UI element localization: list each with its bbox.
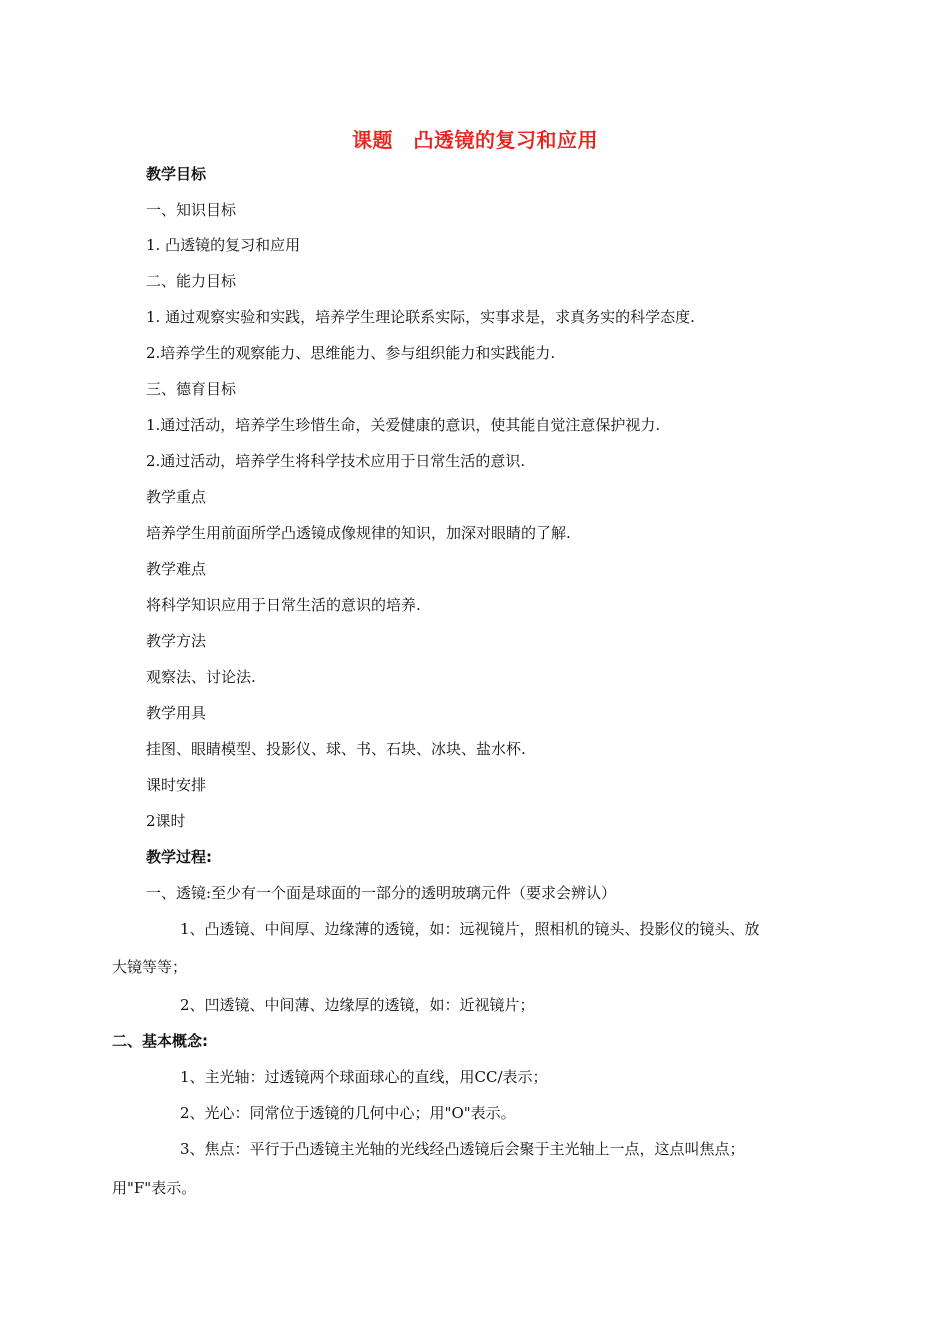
text-line: 教学重点 [146,488,207,506]
text-line: 教学用具 [146,704,207,722]
text-line: 2课时 [146,812,186,830]
document-title: 课题 凸透镜的复习和应用 [352,128,598,152]
text-line: 1.通过活动，培养学生珍惜生命，关爱健康的意识，使其能自觉注意保护视力. [146,416,661,434]
text-line: 课时安排 [146,776,207,794]
heading-teaching-goals: 教学目标 [146,165,207,183]
text-line: 一、知识目标 [146,201,237,219]
text-line: 观察法、讨论法. [146,668,256,686]
heading-basic-concepts: 二、基本概念: [112,1032,208,1050]
text-line: 教学方法 [146,632,207,650]
text-line: 2.培养学生的观察能力、思维能力、参与组织能力和实践能力. [146,344,556,362]
text-line: 2、凹透镜、中间薄、边缘厚的透镜，如：近视镜片； [180,996,535,1014]
text-line: 2、光心：同常位于透镜的几何中心；用"O"表示。 [180,1104,516,1122]
text-line: 2.通过活动，培养学生将科学技术应用于日常生活的意识. [146,452,526,470]
text-line: 三、德育目标 [146,380,237,398]
text-line: 3、焦点：平行于凸透镜主光轴的光线经凸透镜后会聚于主光轴上一点，这点叫焦点； [180,1140,745,1158]
text-line: 将科学知识应用于日常生活的意识的培养. [146,596,421,614]
text-line: 1、凸透镜、中间厚、边缘薄的透镜，如：远视镜片，照相机的镜头、投影仪的镜头、放 [180,920,760,938]
text-line: 用"F"表示。 [112,1179,197,1197]
text-line: 挂图、眼睛模型、投影仪、球、书、石块、冰块、盐水杯. [146,740,526,758]
text-line: 教学难点 [146,560,207,578]
text-line: 大镜等等； [112,958,188,976]
heading-teaching-process: 教学过程: [146,848,212,866]
text-line: 二、能力目标 [146,272,237,290]
text-line: 1. 通过观察实验和实践，培养学生理论联系实际，实事求是，求真务实的科学态度. [146,308,695,326]
text-line: 1、主光轴：过透镜两个球面球心的直线，用CC/表示； [180,1068,548,1086]
text-line: 培养学生用前面所学凸透镜成像规律的知识，加深对眼睛的了解. [146,524,571,542]
text-line: 一、透镜:至少有一个面是球面的一部分的透明玻璃元件（要求会辨认） [146,884,617,902]
text-line: 1. 凸透镜的复习和应用 [146,236,301,254]
